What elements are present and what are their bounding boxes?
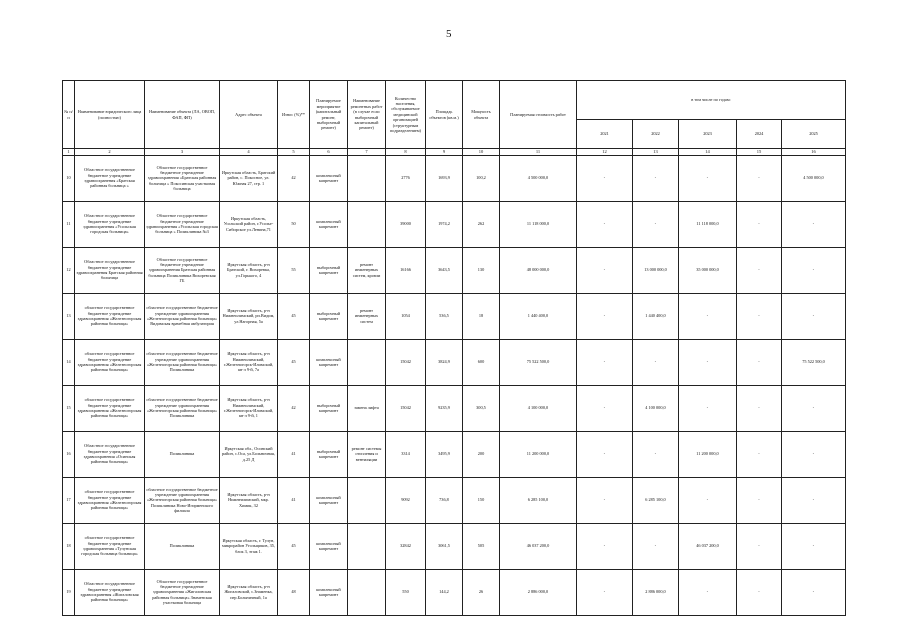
- table-cell: 130: [463, 247, 500, 293]
- column-number-cell: 15: [737, 149, 782, 156]
- table-cell: -: [577, 247, 633, 293]
- table-cell: 11 118 000,0: [500, 201, 577, 247]
- table-cell: 262: [463, 201, 500, 247]
- table-cell: 41: [278, 477, 310, 523]
- table-cell: Областное государственное бюджетное учреждение здравоохранения «Усольская городская больница » Поликлиника №3: [145, 201, 220, 247]
- table-cell: 9235,9: [426, 385, 463, 431]
- column-number-cell: 2: [75, 149, 145, 156]
- table-cell: Иркутская область, р-н Нижнеилимский, мкр. Химик, 32: [220, 477, 278, 523]
- table-row: [63, 385, 846, 431]
- table-cell: 13 000 000,0: [633, 247, 679, 293]
- table-cell: областное государственное бюджетное учреждение здравоохранения «Железногорская районная больница» Видимская врачебная амбулатория: [145, 293, 220, 339]
- table-cell: -: [633, 155, 679, 201]
- table-cell: 45: [278, 523, 310, 569]
- table-cell: -: [737, 385, 782, 431]
- table-cell: 100,2: [463, 155, 500, 201]
- table-cell: -: [782, 247, 846, 293]
- table-cell: -: [679, 569, 737, 615]
- table-cell: Областное государственное бюджетное учреждение здравоохранения «Осинская районная больница»: [75, 431, 145, 477]
- renovation-table: [62, 80, 846, 616]
- year-cell: 2021: [577, 120, 633, 149]
- table-cell: Областное государственное бюджетное учреждение здравоохранения Братская районная больница Поликлиника Вихоревская ГБ: [145, 247, 220, 293]
- header-cell: Планируемое мероприятие (капитальный ремонт, выборочный ремонт): [310, 81, 348, 149]
- table-cell: -: [737, 523, 782, 569]
- table-cell: 18: [463, 293, 500, 339]
- table-cell: -: [577, 385, 633, 431]
- column-number-cell: 4: [220, 149, 278, 156]
- table-cell: 11 200 000,0: [500, 431, 577, 477]
- table-row: [63, 339, 846, 385]
- column-number-cell: 8: [386, 149, 426, 156]
- table-cell: -: [577, 293, 633, 339]
- table-cell: 35 000 000,0: [679, 247, 737, 293]
- table-cell: Иркутская область, г. Тулун, микрорайон Угольщиков, 35, блок 3, этаж 1.: [220, 523, 278, 569]
- table-cell: [348, 477, 386, 523]
- table-cell: 19: [63, 569, 75, 615]
- table-cell: Поликлиника: [145, 523, 220, 569]
- table-cell: 75 522 500,0: [782, 339, 846, 385]
- table-cell: 16166: [386, 247, 426, 293]
- table-cell: выборочный капремонт: [310, 431, 348, 477]
- header-row: [63, 81, 846, 120]
- table-cell: Областное государственное бюджетное учреждение здравоохранения «Братская районная больница »: [75, 155, 145, 201]
- table-cell: 39000: [386, 201, 426, 247]
- table-cell: 18: [63, 523, 75, 569]
- table-cell: 15042: [386, 385, 426, 431]
- table-cell: ремонт инженерных систем, кровли: [348, 247, 386, 293]
- table-row: [63, 477, 846, 523]
- header-cell: Количество населения, обслуживаемое медицинской организацией (структурным подразделением): [386, 81, 426, 149]
- table-cell: -: [633, 201, 679, 247]
- table-cell: 4 500 000,0: [500, 155, 577, 201]
- header-cell: Планируемая стоимость работ: [500, 81, 577, 149]
- table-cell: 150: [463, 477, 500, 523]
- header-cell: Наименование объекта (ЛА, ОВОП, ФАП, ФП): [145, 81, 220, 149]
- table-cell: -: [782, 385, 846, 431]
- table-cell: комплексный капремонт: [310, 477, 348, 523]
- table-cell: -: [679, 293, 737, 339]
- column-number-cell: 1: [63, 149, 75, 156]
- table-cell: 55: [278, 247, 310, 293]
- table-cell: 3314: [386, 431, 426, 477]
- table-cell: Поликлиника: [145, 431, 220, 477]
- table-cell: выборочный капремонт: [310, 293, 348, 339]
- table-cell: -: [679, 155, 737, 201]
- table-cell: ремонт инженерных систем: [348, 293, 386, 339]
- table-cell: -: [577, 155, 633, 201]
- table-cell: Областное государственное бюджетное учреждение здравоохранения «Жигаловская районная больница» Знаменская участковая больница: [145, 569, 220, 615]
- table-cell: [348, 523, 386, 569]
- table-cell: 536,5: [426, 293, 463, 339]
- table-cell: комплексный капремонт: [310, 523, 348, 569]
- year-cell: 2022: [633, 120, 679, 149]
- table-cell: -: [737, 155, 782, 201]
- page-number: 5: [446, 28, 452, 40]
- table-cell: комплексный капремонт: [310, 155, 348, 201]
- table-cell: 3824,9: [426, 339, 463, 385]
- table-cell: 42: [278, 385, 310, 431]
- table-cell: -: [679, 477, 737, 523]
- table-cell: -: [782, 569, 846, 615]
- table-cell: Иркутская область, Усольский район, г.Усолье-Сибирское ул.Ленина,71: [220, 201, 278, 247]
- table-cell: 15042: [386, 339, 426, 385]
- header-cell: Площадь объектов (кв.м.): [426, 81, 463, 149]
- table-cell: [348, 201, 386, 247]
- table-cell: -: [633, 431, 679, 477]
- table-cell: 48 000 000,0: [500, 247, 577, 293]
- table-cell: 46 037 200,0: [500, 523, 577, 569]
- year-cell: 2025: [782, 120, 846, 149]
- table-cell: -: [577, 569, 633, 615]
- table-cell: Иркутская область, р-н Нижнеилимский, г.Железногорск-Илимский, кв-л 9-й, 7а: [220, 339, 278, 385]
- year-cell: 2024: [737, 120, 782, 149]
- table-cell: Областное государственное бюджетное учреждение здравоохранения «Жигаловская районная больница»: [75, 569, 145, 615]
- table-cell: 6 285 100,0: [633, 477, 679, 523]
- table-cell: Иркутская область, Братский район, с. Покосное, ул. Южная 27, стр. 1: [220, 155, 278, 201]
- column-number-cell: 13: [633, 149, 679, 156]
- table-cell: -: [782, 431, 846, 477]
- table-cell: 15: [63, 385, 75, 431]
- table-cell: 46 037 200,0: [679, 523, 737, 569]
- table-cell: -: [737, 569, 782, 615]
- table-cell: Иркутская область, р-н Нижнеилимский, рп.Видим, ул.Нагорная, 5а: [220, 293, 278, 339]
- table-row: [63, 523, 846, 569]
- table-cell: 4 100 000,0: [633, 385, 679, 431]
- table-cell: 505: [463, 523, 500, 569]
- column-number-cell: 11: [500, 149, 577, 156]
- table-cell: областное государственное бюджетное учреждение здравоохранения «Тулунская городская больница больница»: [75, 523, 145, 569]
- table-cell: 42: [278, 155, 310, 201]
- table-cell: 45: [278, 339, 310, 385]
- table-cell: 3061,5: [426, 523, 463, 569]
- table-cell: -: [679, 385, 737, 431]
- column-number-row: [63, 149, 846, 156]
- table-row: [63, 569, 846, 615]
- table-cell: -: [782, 293, 846, 339]
- table-row: [63, 155, 846, 201]
- table-cell: комплексный капремонт: [310, 339, 348, 385]
- table-cell: Областное государственное бюджетное учреждение здравоохранения Братская районная больница: [75, 247, 145, 293]
- year-group-header: в том числе по годам:: [577, 81, 846, 120]
- table-cell: [348, 155, 386, 201]
- table-cell: 144,2: [426, 569, 463, 615]
- table-cell: 45: [278, 293, 310, 339]
- table-cell: 4 500 000,0: [782, 155, 846, 201]
- table-cell: 13: [63, 293, 75, 339]
- table-cell: 32842: [386, 523, 426, 569]
- table-cell: 550: [386, 569, 426, 615]
- table-cell: -: [737, 293, 782, 339]
- table-cell: 48: [278, 569, 310, 615]
- table-cell: 200: [463, 431, 500, 477]
- column-number-cell: 7: [348, 149, 386, 156]
- table-cell: -: [737, 431, 782, 477]
- table-cell: -: [737, 339, 782, 385]
- table-cell: областное государственное бюджетное учреждение здравоохранения «Железногорская районная больница»: [75, 385, 145, 431]
- table-cell: -: [577, 201, 633, 247]
- table-cell: 4 100 000,0: [500, 385, 577, 431]
- table-cell: -: [633, 339, 679, 385]
- table-row: [63, 201, 846, 247]
- table-cell: -: [737, 247, 782, 293]
- table-cell: выборочный капремонт: [310, 247, 348, 293]
- table-cell: областное государственное бюджетное учреждение здравоохранения «Железногорская районная больница» Поликлиника: [145, 385, 220, 431]
- table-cell: 17: [63, 477, 75, 523]
- table-cell: Иркутская область, р-н Братский, г. Вихоревка, ул.Горького, 4: [220, 247, 278, 293]
- table-row: [63, 247, 846, 293]
- column-number-cell: 16: [782, 149, 846, 156]
- table-cell: 6 285 100,0: [500, 477, 577, 523]
- column-number-cell: 6: [310, 149, 348, 156]
- table-cell: замена лифта: [348, 385, 386, 431]
- header-cell: Мощность объекта: [463, 81, 500, 149]
- table-cell: 2 886 000,0: [500, 569, 577, 615]
- column-number-cell: 5: [278, 149, 310, 156]
- table-cell: -: [737, 477, 782, 523]
- table-cell: выборочный капремонт: [310, 385, 348, 431]
- table-cell: -: [577, 523, 633, 569]
- column-number-cell: 10: [463, 149, 500, 156]
- table-cell: Областное государственное бюджетное учреждение здравоохранения «Усольская городская больница»: [75, 201, 145, 247]
- table-cell: областное государственное бюджетное учреждение здравоохранения «Железногорская районная больница»: [75, 477, 145, 523]
- table-cell: 300,5: [463, 385, 500, 431]
- table-cell: Областное государственное бюджетное учреждение здравоохранения «Братская районная больница » Покосинская участковая больница: [145, 155, 220, 201]
- table-cell: 1054: [386, 293, 426, 339]
- column-number-cell: 12: [577, 149, 633, 156]
- table-cell: 2 886 000,0: [633, 569, 679, 615]
- table-cell: Иркутская область, р-н Жигаловский, с.Знаменка, пер.Больничный, 1а: [220, 569, 278, 615]
- table-cell: 2776: [386, 155, 426, 201]
- table-cell: 10: [63, 155, 75, 201]
- header-cell: Наименование юридического лица (полностью): [75, 81, 145, 149]
- table-cell: -: [577, 431, 633, 477]
- table-cell: 3643,5: [426, 247, 463, 293]
- table-cell: 41: [278, 431, 310, 477]
- table-cell: -: [782, 523, 846, 569]
- table-cell: Иркутская область, р-н Нижнеилимский, г.Железногорск-Илимский, кв-л 9-й, 1: [220, 385, 278, 431]
- table-cell: -: [679, 339, 737, 385]
- table-cell: -: [577, 339, 633, 385]
- table-cell: -: [633, 523, 679, 569]
- column-number-cell: 14: [679, 149, 737, 156]
- column-number-cell: 9: [426, 149, 463, 156]
- table-cell: комплексный капремонт: [310, 201, 348, 247]
- table-cell: 11 200 000,0: [679, 431, 737, 477]
- table-cell: 50: [278, 201, 310, 247]
- table-cell: 9092: [386, 477, 426, 523]
- table-cell: ремонт системы отопления и вентиляции: [348, 431, 386, 477]
- table-cell: 3495,9: [426, 431, 463, 477]
- column-number-cell: 3: [145, 149, 220, 156]
- table-row: [63, 431, 846, 477]
- table-cell: 12: [63, 247, 75, 293]
- year-cell: 2023: [679, 120, 737, 149]
- table-cell: 736,8: [426, 477, 463, 523]
- table-cell: областное государственное бюджетное учреждение здравоохранения «Железногорская районная больница» Поликлиника: [145, 339, 220, 385]
- table-cell: 16: [63, 431, 75, 477]
- table-cell: -: [782, 201, 846, 247]
- table-row: [63, 293, 846, 339]
- table-cell: 11: [63, 201, 75, 247]
- table-cell: 11 118 000,0: [679, 201, 737, 247]
- table-cell: [348, 339, 386, 385]
- table-cell: -: [782, 477, 846, 523]
- table-cell: областное государственное бюджетное учреждение здравоохранения «Железногорская районная больница»: [75, 339, 145, 385]
- table-cell: 1 440 400,0: [500, 293, 577, 339]
- table-cell: 1 440 400,0: [633, 293, 679, 339]
- table-cell: областное государственное бюджетное учреждение здравоохранения «Железногорская районная больница» Поликлиника Ново-Игирменского филиала: [145, 477, 220, 523]
- table-cell: 1693,9: [426, 155, 463, 201]
- table-cell: Иркутская обл., Осинский район, с.Оса, ул.Больничная, д.25 Д: [220, 431, 278, 477]
- table-cell: комплексный капремонт: [310, 569, 348, 615]
- table-cell: 600: [463, 339, 500, 385]
- header-cell: Износ (%)**: [278, 81, 310, 149]
- table-cell: 1974,2: [426, 201, 463, 247]
- table-cell: -: [737, 201, 782, 247]
- table-cell: 26: [463, 569, 500, 615]
- header-cell: Адрес объекта: [220, 81, 278, 149]
- table-cell: областное государственное бюджетное учреждение здравоохранения «Железногорская районная больница»: [75, 293, 145, 339]
- table-cell: 75 522 500,0: [500, 339, 577, 385]
- header-cell: Наименование ремонтных работ (в случае если выборочный капитальный ремонт): [348, 81, 386, 149]
- table-cell: 14: [63, 339, 75, 385]
- header-cell: № п/п: [63, 81, 75, 149]
- table-cell: -: [577, 477, 633, 523]
- table-cell: [348, 569, 386, 615]
